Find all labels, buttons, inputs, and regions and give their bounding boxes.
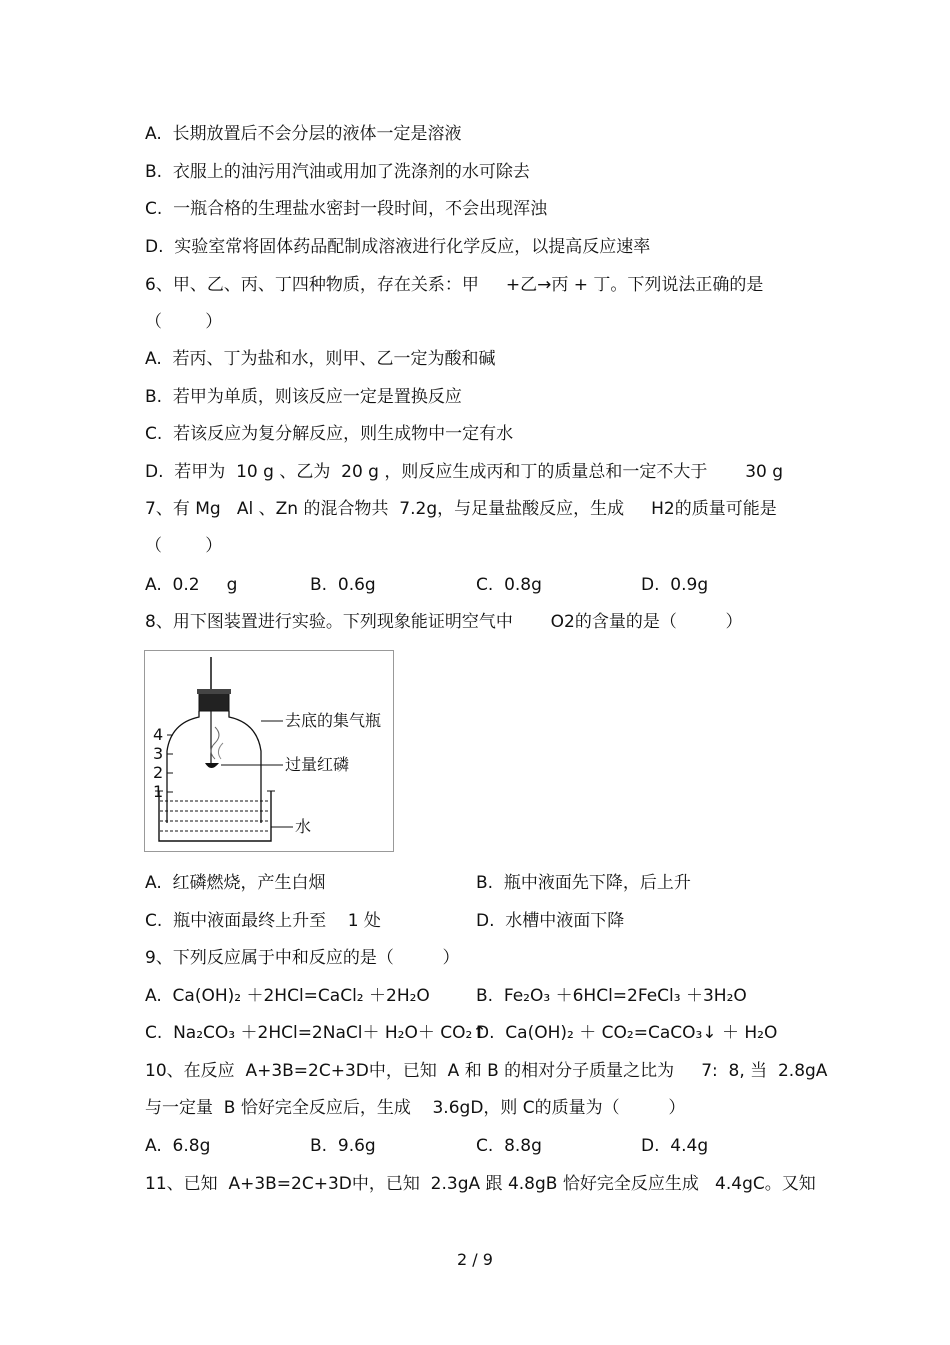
q5-option-d: D. 实验室常将固体药品配制成溶液进行化学反应，以提高反应速率 — [145, 237, 651, 257]
q8-stem: 8、用下图装置进行实验。下列现象能证明空气中 O2的含量的是（ ） — [145, 612, 743, 632]
scale-mark-1: 1 — [153, 782, 164, 801]
q10-option-b: B. 9.6g — [310, 1136, 376, 1156]
apparatus-drawing — [145, 651, 395, 853]
q8-option-a: A. 红磷燃烧，产生白烟 — [145, 873, 326, 893]
q11-stem: 11、已知 A+3B=2C+3D中，已知 2.3gA 跟 4.8gB 恰好完全反应生成 4.4gC。又知 — [145, 1174, 816, 1194]
label-bottle: 去底的集气瓶 — [285, 711, 382, 730]
q5-option-c: C. 一瓶合格的生理盐水密封一段时间，不会出现浑浊 — [145, 199, 548, 219]
label-water: 水 — [295, 817, 312, 836]
q6-option-c: C. 若该反应为复分解反应，则生成物中一定有水 — [145, 424, 514, 444]
q7-option-a: A. 0.2 g — [145, 575, 238, 595]
q7-option-c: C. 0.8g — [476, 575, 542, 595]
scale-mark-2: 2 — [153, 763, 164, 782]
scale-mark-3: 3 — [153, 744, 164, 763]
q10-option-c: C. 8.8g — [476, 1136, 542, 1156]
q7-answer-paren: （ ） — [145, 536, 223, 556]
q10-stem-line1: 10、在反应 A+3B=2C+3D中，已知 A 和 B 的相对分子质量之比为 7: 8, 当 2.8gA — [145, 1061, 828, 1081]
q10-option-a: A. 6.8g — [145, 1136, 211, 1156]
q6-option-b: B. 若甲为单质，则该反应一定是置换反应 — [145, 387, 462, 407]
q5-option-a: A. 长期放置后不会分层的液体一定是溶液 — [145, 124, 462, 144]
q5-option-b: B. 衣服上的油污用汽油或用加了洗涤剂的水可除去 — [145, 162, 530, 182]
q7-stem: 7、有 Mg Al 、Zn 的混合物共 7.2g，与足量盐酸反应，生成 H2的质量可能是 — [145, 499, 777, 519]
q8-option-b: B. 瓶中液面先下降，后上升 — [476, 873, 691, 893]
q10-option-d: D. 4.4g — [641, 1136, 709, 1156]
q6-option-d: D. 若甲为 10 g 、乙为 20 g ，则反应生成丙和丁的质量总和一定不大于 30 g — [145, 462, 784, 482]
q9-option-d: D. Ca(OH)₂ ＋ CO₂=CaCO₃↓ ＋ H₂O — [476, 1023, 778, 1043]
q8-option-d: D. 水槽中液面下降 — [476, 911, 625, 931]
q9-option-b: B. Fe₂O₃ ＋6HCl=2FeCl₃ ＋3H₂O — [476, 986, 747, 1006]
q6-answer-paren: （ ） — [145, 312, 223, 332]
scale-mark-4: 4 — [153, 725, 164, 744]
q6-option-a: A. 若丙、丁为盐和水，则甲、乙一定为酸和碱 — [145, 349, 496, 369]
q9-option-c: C. Na₂CO₃ ＋2HCl=2NaCl＋ H₂O＋ CO₂↑ — [145, 1023, 487, 1043]
q10-stem-line2: 与一定量 B 恰好完全反应后，生成 3.6gD，则 C的质量为（ ） — [145, 1098, 686, 1118]
q6-stem: 6、甲、乙、丙、丁四种物质，存在关系：甲 +乙→丙 + 丁。下列说法正确的是 — [145, 275, 764, 295]
q9-stem: 9、下列反应属于中和反应的是（ ） — [145, 948, 460, 968]
q9-option-a: A. Ca(OH)₂ ＋2HCl=CaCl₂ ＋2H₂O — [145, 986, 430, 1006]
q7-option-b: B. 0.6g — [310, 575, 376, 595]
q8-option-c: C. 瓶中液面最终上升至 1 处 — [145, 911, 381, 931]
label-red-phosphorus: 过量红磷 — [285, 755, 350, 774]
apparatus-figure — [144, 650, 394, 852]
page-number: 2 / 9 — [457, 1250, 493, 1269]
q7-option-d: D. 0.9g — [641, 575, 709, 595]
